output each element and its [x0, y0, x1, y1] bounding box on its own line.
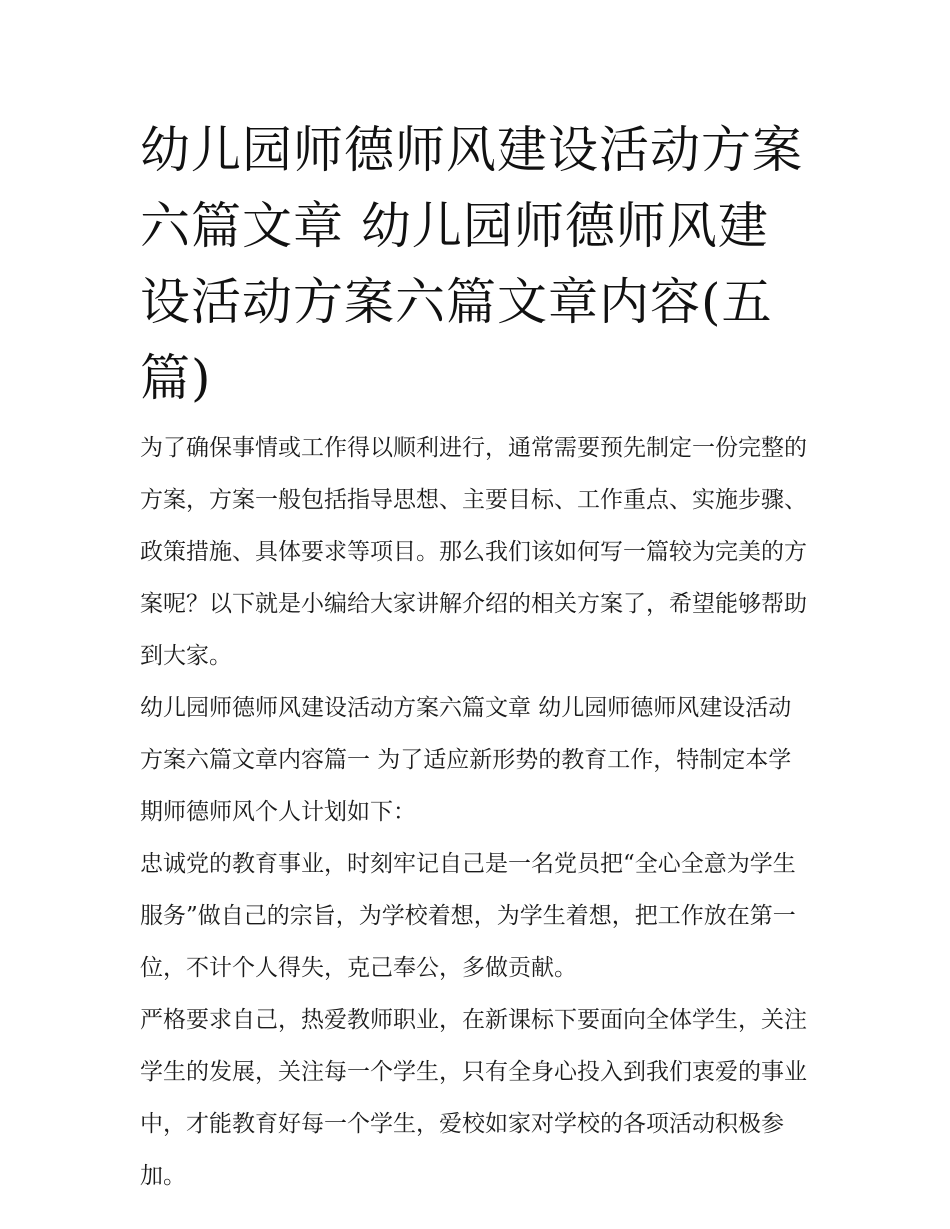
body-paragraph: 严格要求自己，热爱教师职业，在新课标下要面向全体学生，关注学生的发展，关注每一个学生，只有全身心投入到我们衷爱的事业中，才能教育好每一个学生，爱校如家对学校的各项活动积极参加。 — [140, 1007, 807, 1189]
document-body — [140, 112, 812, 1202]
body-paragraph: 忠诚党的教育事业，时刻牢记自己是一名党员把“全心全意为学生服务”做自己的宗旨，为学校着想，为学生着想，把工作放在第一位，不计个人得失，克己奉公，多做贡献。 — [140, 851, 796, 981]
intro-paragraph: 为了确保事情或工作得以顺利进行，通常需要预先制定一份完整的方案，方案一般包括指导思想、主要目标、工作重点、实施步骤、政策措施、具体要求等项目。那么我们该如何写一篇较为完美的方案呢？以下就是小编给大家讲解介绍的相关方案了，希望能够帮助到大家。 — [140, 435, 807, 669]
document-title: 幼儿园师德师风建设活动方案六篇文章 幼儿园师德师风建设活动方案六篇文章内容(五篇) — [140, 121, 803, 407]
section-heading-paragraph: 幼儿园师德师风建设活动方案六篇文章 幼儿园师德师风建设活动方案六篇文章内容篇一 为了适应新形势的教育工作，特制定本学期师德师风个人计划如下： — [140, 695, 792, 825]
